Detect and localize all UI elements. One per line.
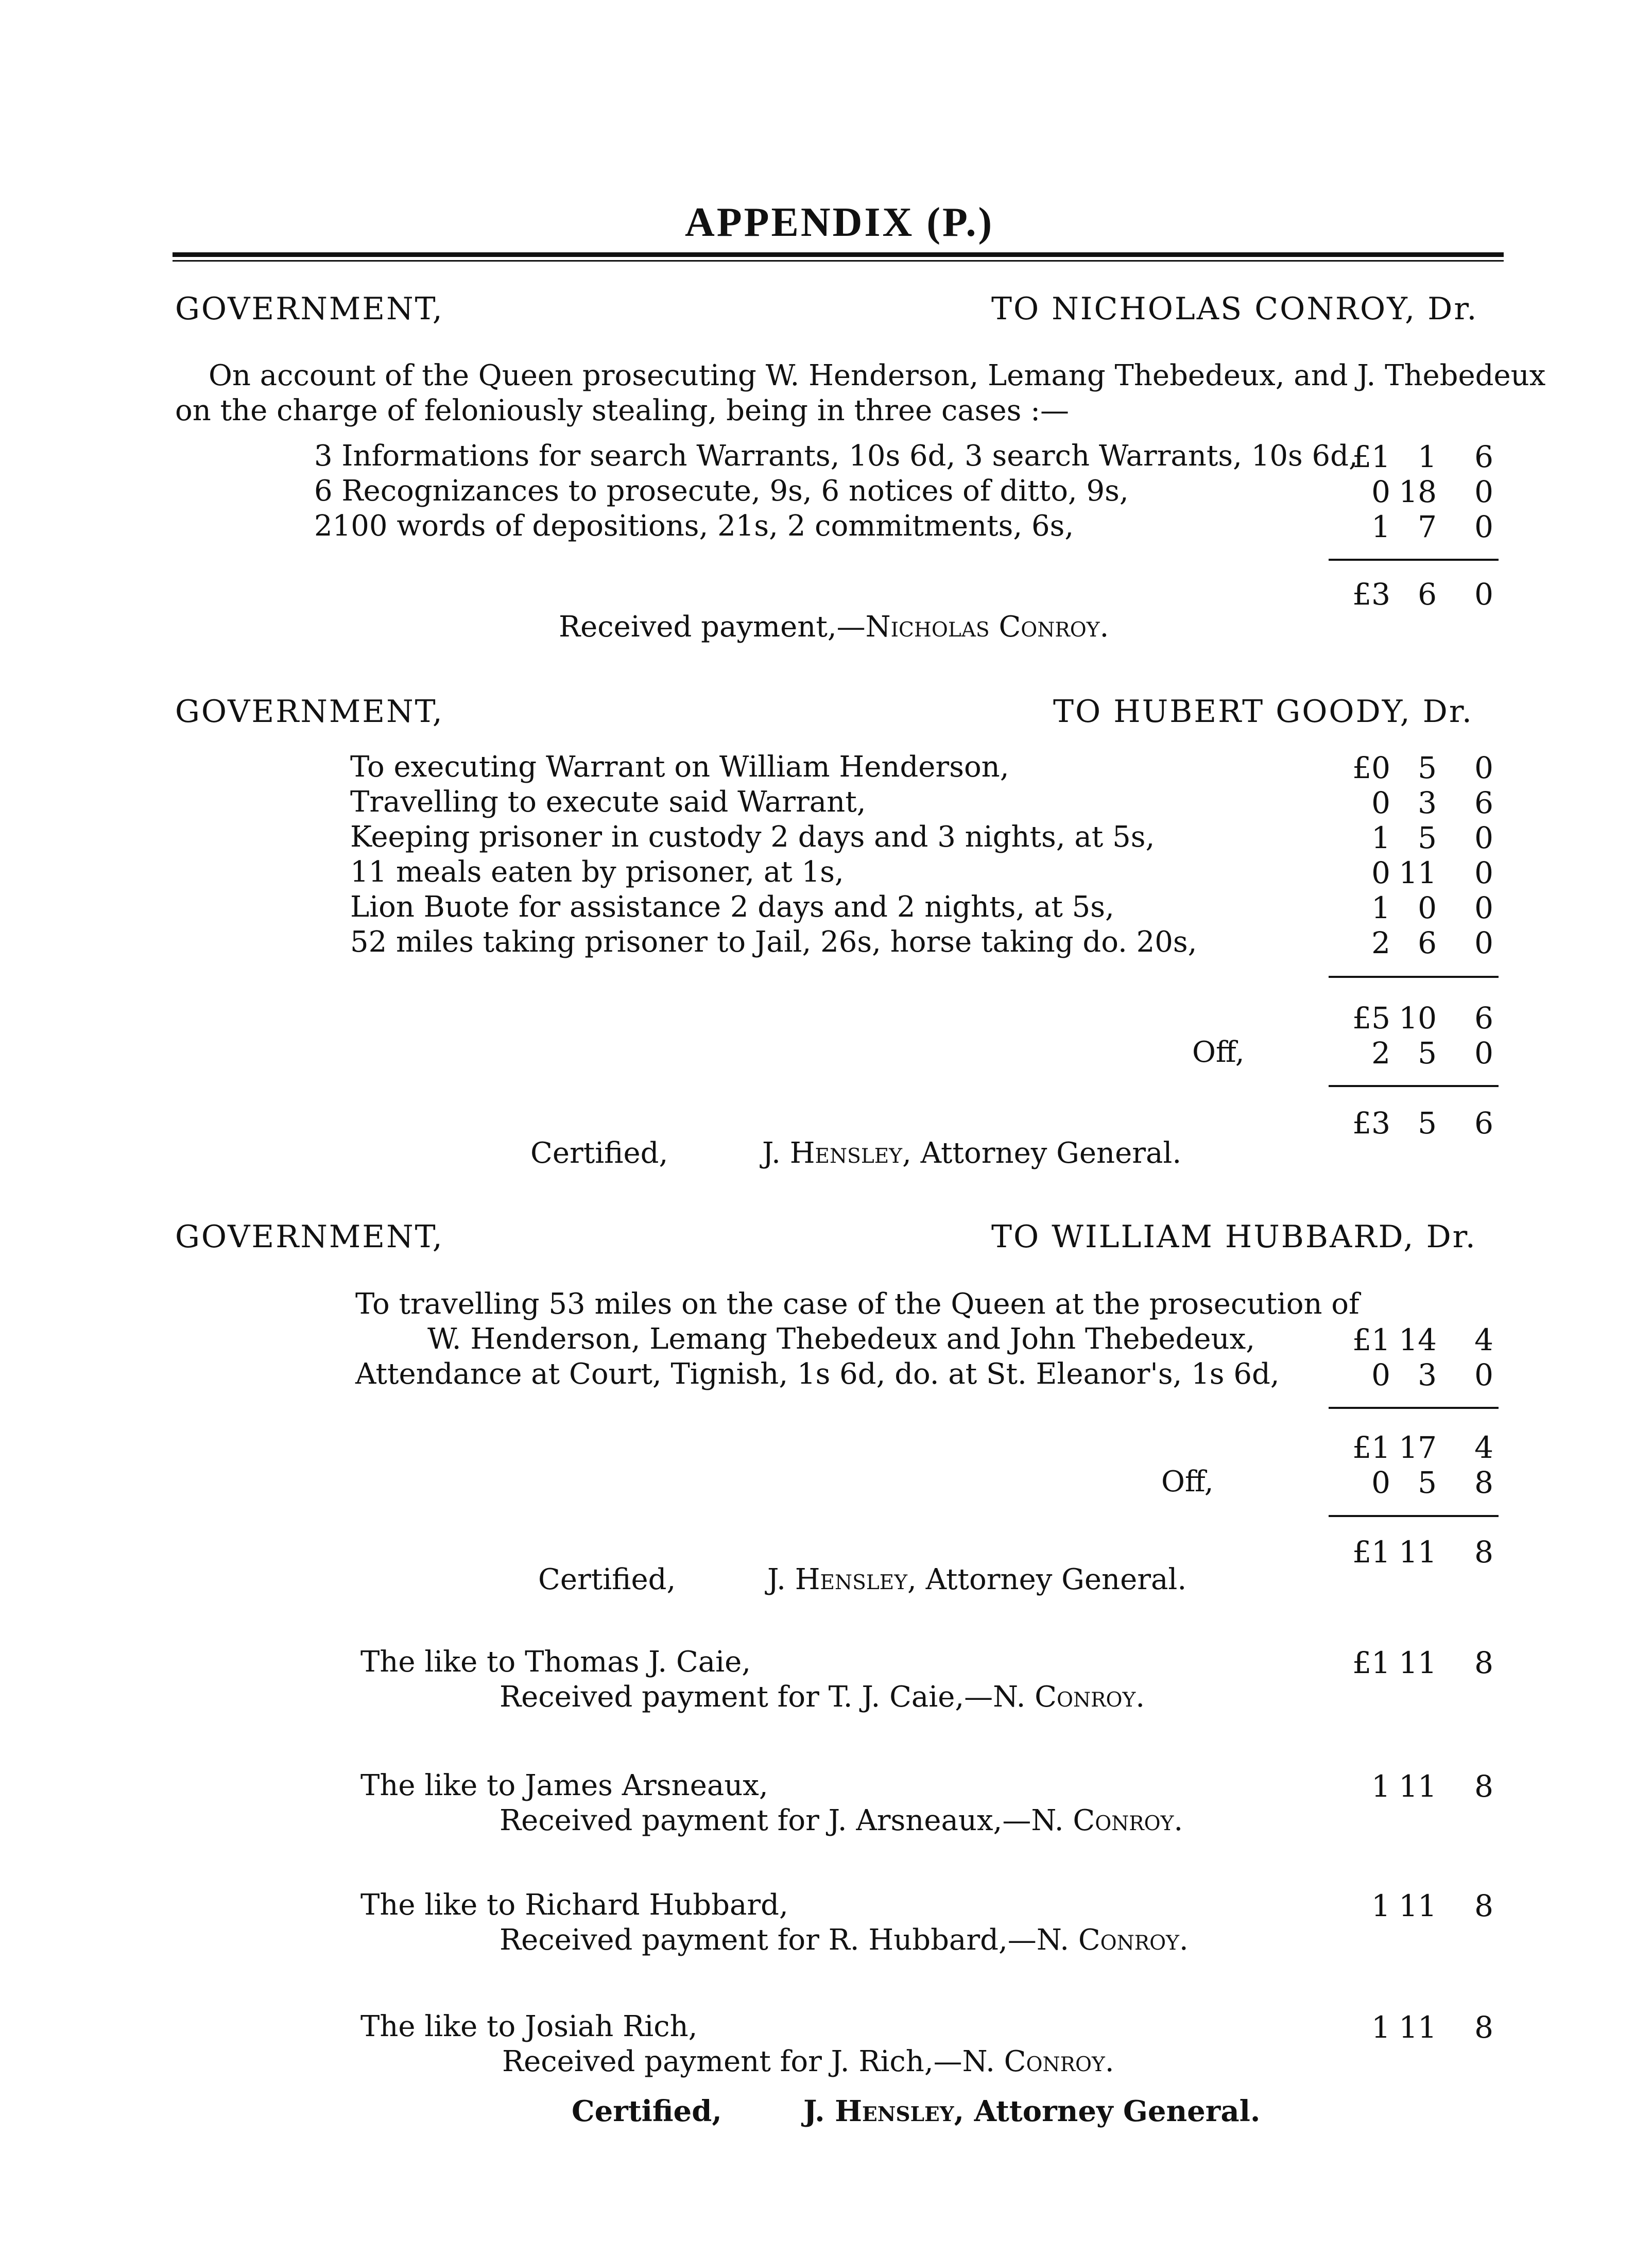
title-rule (173, 252, 1504, 257)
amount-shillings: 0 (1418, 890, 1437, 925)
receipt-name: N. Conroy. (962, 2045, 1114, 2078)
page-title: APPENDIX (P.) (685, 200, 994, 245)
line-item: 6 Recognizances to prosecute, 9s, 6 notices of ditto, 9s, (314, 474, 1129, 508)
amount-pence: 0 (1474, 1357, 1493, 1392)
total-shillings: 5 (1418, 1106, 1437, 1141)
certifier-name: J. Hensley, (803, 2094, 965, 2128)
amount-shillings: 11 (1399, 1888, 1437, 1923)
sum-rule (1329, 1515, 1499, 1517)
certifier-line (803, 2094, 1261, 2128)
total-pounds: £3 (1352, 577, 1390, 612)
off-pounds: 2 (1371, 1036, 1390, 1071)
amount-pounds: 1 (1371, 2010, 1390, 2045)
line-item: Keeping prisoner in custody 2 days and 3 nights, at 5s, (350, 820, 1155, 854)
amount-shillings: 1 (1418, 439, 1437, 474)
receipt-prefix: Received payment for J. Rich,— (502, 2045, 962, 2078)
amount-pounds: £1 (1352, 1645, 1390, 1680)
certifier-name: J. Hensley, (762, 1136, 911, 1170)
amount-pence: 4 (1474, 1322, 1493, 1357)
amount-pounds: 1 (1371, 820, 1390, 855)
payee-label: TO NICHOLAS CONROY, Dr. (991, 291, 1478, 327)
off-shillings: 5 (1418, 1465, 1437, 1500)
amount-pence: 0 (1474, 890, 1493, 925)
amount-shillings: 11 (1399, 855, 1437, 890)
total-shillings: 11 (1399, 1535, 1437, 1570)
certified-label: Certified, (572, 2094, 722, 2128)
off-label: Off, (1192, 1036, 1245, 1069)
amount-pounds: 0 (1371, 855, 1390, 890)
receipt-line (502, 2047, 1114, 2076)
amount-shillings: 11 (1399, 2010, 1437, 2045)
sum-rule (1329, 1407, 1499, 1409)
amount-pounds: 1 (1371, 890, 1390, 925)
line-item: 11 meals eaten by prisoner, at 1s, (350, 855, 844, 889)
total-pence: 0 (1474, 577, 1493, 612)
certified-label: Certified, (530, 1136, 668, 1170)
amount-pence: 0 (1474, 509, 1493, 544)
amount-shillings: 11 (1399, 1645, 1437, 1680)
subtotal-pence: 6 (1474, 1001, 1493, 1036)
total-shillings: 6 (1418, 577, 1437, 612)
amount-pounds: 0 (1371, 785, 1390, 820)
like-text: The like to James Arsneaux, (360, 1769, 768, 1802)
receipt-line (500, 1923, 1189, 1957)
receipt-prefix: Received payment for J. Arsneaux,— (500, 1804, 1031, 1837)
line-item: 2100 words of depositions, 21s, 2 commitments, 6s, (314, 509, 1074, 543)
title-rule-thin (173, 260, 1504, 262)
certifier-name: J. Hensley, (767, 1563, 917, 1596)
receipt-name: N. Conroy. (993, 1680, 1145, 1714)
amount-pence: 6 (1474, 785, 1493, 820)
receipt-prefix: Received payment for R. Hubbard,— (500, 1923, 1037, 1957)
amount-pounds: £1 (1352, 1322, 1390, 1357)
amount-pence: 0 (1474, 474, 1493, 509)
amount-pounds: 0 (1371, 474, 1390, 509)
off-shillings: 5 (1418, 1036, 1437, 1071)
subtotal-shillings: 10 (1399, 1001, 1437, 1036)
payer-label: GOVERNMENT, (175, 1219, 444, 1255)
line-item: Travelling to execute said Warrant, (350, 785, 866, 819)
payer-label: GOVERNMENT, (175, 694, 444, 730)
line-item: To travelling 53 miles on the case of the Queen at the prosecution of (355, 1287, 1360, 1321)
like-text: The like to Josiah Rich, (360, 2010, 698, 2043)
certifier-line (762, 1136, 1182, 1170)
certifier-title: Attorney General. (920, 1136, 1182, 1170)
amount-pounds: 1 (1371, 1769, 1390, 1804)
amount-pounds: 1 (1371, 509, 1390, 544)
line-item: Lion Buote for assistance 2 days and 2 nights, at 5s, (350, 890, 1114, 924)
amount-pence: 8 (1474, 1645, 1493, 1680)
sum-rule (1329, 1085, 1499, 1087)
amount-pence: 6 (1474, 439, 1493, 474)
receipt-line (500, 1680, 1145, 1714)
line-item: To executing Warrant on William Henderson, (350, 750, 1009, 784)
line-item: Attendance at Court, Tignish, 1s 6d, do. at St. Eleanor's, 1s 6d, (355, 1357, 1280, 1391)
amount-pence: 0 (1474, 855, 1493, 890)
subtotal-shillings: 17 (1399, 1430, 1437, 1465)
amount-pounds: 0 (1371, 1357, 1390, 1392)
amount-shillings: 3 (1418, 1357, 1437, 1392)
receipt-line (500, 1806, 1183, 1835)
amount-shillings: 11 (1399, 1769, 1437, 1804)
receipt-name: N. Conroy. (1031, 1804, 1183, 1837)
line-item: 52 miles taking prisoner to Jail, 26s, horse taking do. 20s, (350, 925, 1197, 959)
total-pence: 6 (1474, 1106, 1493, 1141)
receipt-prefix: Received payment,— (559, 610, 866, 644)
off-pence: 0 (1474, 1036, 1493, 1071)
payer-label: GOVERNMENT, (175, 291, 444, 327)
subtotal-pence: 4 (1474, 1430, 1493, 1465)
sum-rule (1329, 976, 1499, 978)
receipt-name: Nicholas Conroy. (865, 610, 1109, 644)
receipt-line (559, 610, 1109, 644)
amount-pence: 0 (1474, 750, 1493, 785)
payee-label: TO HUBERT GOODY, Dr. (1053, 694, 1473, 730)
amount-pounds: £0 (1352, 750, 1390, 785)
amount-shillings: 18 (1399, 474, 1437, 509)
off-pence: 8 (1474, 1465, 1493, 1500)
line-item: W. Henderson, Lemang Thebedeux and John Thebedeux, (427, 1322, 1255, 1356)
amount-shillings: 6 (1418, 925, 1437, 960)
subtotal-pounds: £5 (1352, 1001, 1390, 1036)
subtotal-pounds: £1 (1352, 1430, 1390, 1465)
amount-shillings: 7 (1418, 509, 1437, 544)
receipt-prefix: Received payment for T. J. Caie,— (500, 1680, 993, 1714)
certifier-line (767, 1565, 1186, 1594)
amount-pounds: 1 (1371, 1888, 1390, 1923)
off-label: Off, (1161, 1465, 1214, 1499)
receipt-name: N. Conroy. (1036, 1923, 1189, 1957)
amount-pence: 0 (1474, 925, 1493, 960)
amount-pence: 8 (1474, 1888, 1493, 1923)
off-pounds: 0 (1371, 1465, 1390, 1500)
total-pounds: £3 (1352, 1106, 1390, 1141)
amount-shillings: 14 (1399, 1322, 1437, 1357)
amount-pounds: 2 (1371, 925, 1390, 960)
amount-shillings: 5 (1418, 820, 1437, 855)
certifier-title: Attorney General. (974, 2094, 1261, 2128)
amount-pence: 8 (1474, 1769, 1493, 1804)
total-pence: 8 (1474, 1535, 1493, 1570)
like-text: The like to Richard Hubbard, (360, 1888, 788, 1922)
amount-shillings: 3 (1418, 785, 1437, 820)
sum-rule (1329, 559, 1499, 561)
intro-line: On account of the Queen prosecuting W. Henderson, Lemang Thebedeux, and J. Thebedeux (209, 359, 1546, 392)
amount-pence: 8 (1474, 2010, 1493, 2045)
certifier-title: Attorney General. (925, 1563, 1187, 1596)
like-text: The like to Thomas J. Caie, (360, 1645, 751, 1679)
amount-shillings: 5 (1418, 750, 1437, 785)
payee-label: TO WILLIAM HUBBARD, Dr. (991, 1219, 1477, 1255)
intro-line: on the charge of feloniously stealing, being in three cases :— (175, 394, 1069, 427)
line-item: 3 Informations for search Warrants, 10s 6d, 3 search Warrants, 10s 6d, (314, 439, 1358, 473)
certified-label: Certified, (538, 1563, 676, 1596)
amount-pence: 0 (1474, 820, 1493, 855)
amount-pounds: £1 (1352, 439, 1390, 474)
total-pounds: £1 (1352, 1535, 1390, 1570)
